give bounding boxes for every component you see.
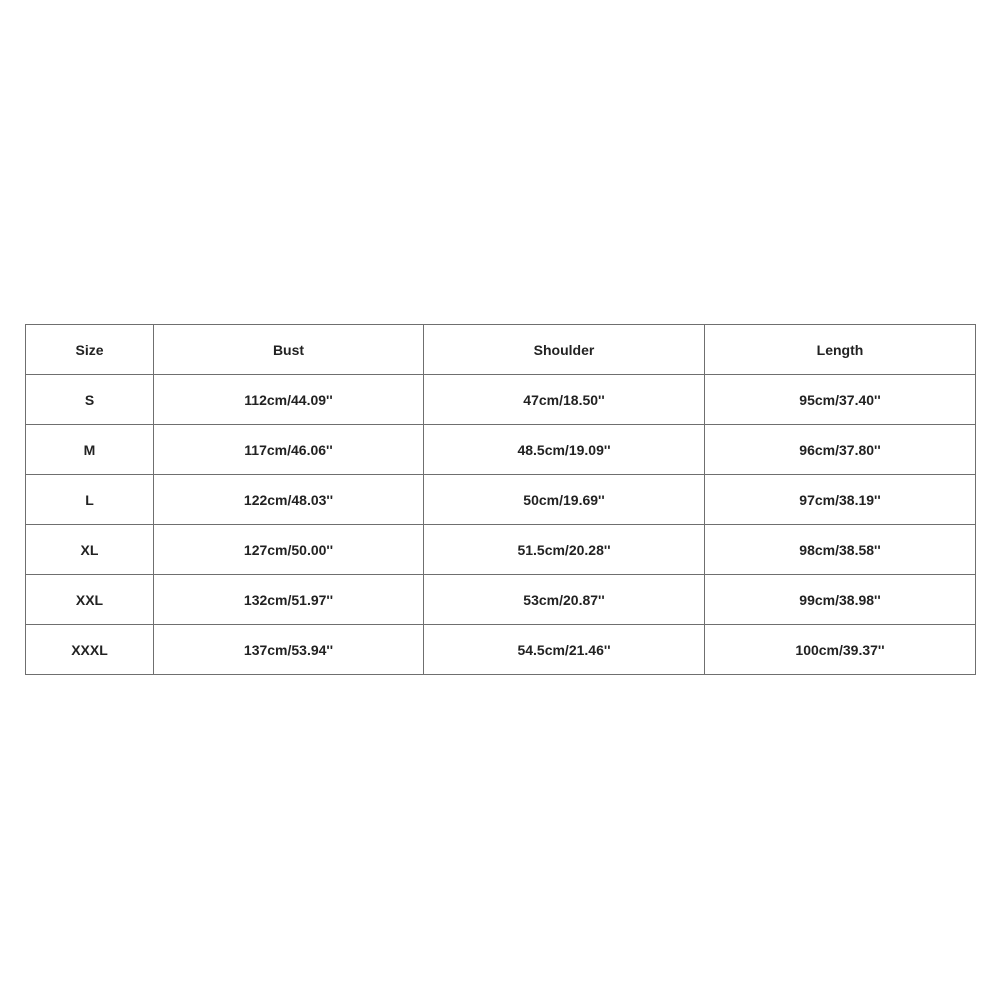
shoulder-cell: 53cm/20.87'' bbox=[424, 575, 705, 625]
table-row bbox=[26, 475, 976, 525]
size-cell: S bbox=[26, 375, 154, 425]
length-cell: 99cm/38.98'' bbox=[705, 575, 976, 625]
length-cell: 100cm/39.37'' bbox=[705, 625, 976, 675]
shoulder-cell: 51.5cm/20.28'' bbox=[424, 525, 705, 575]
bust-cell: 122cm/48.03'' bbox=[154, 475, 424, 525]
size-cell: XXL bbox=[26, 575, 154, 625]
bust-cell: 127cm/50.00'' bbox=[154, 525, 424, 575]
size-cell: XL bbox=[26, 525, 154, 575]
shoulder-cell: 54.5cm/21.46'' bbox=[424, 625, 705, 675]
size-chart-table bbox=[25, 324, 976, 675]
length-cell: 96cm/37.80'' bbox=[705, 425, 976, 475]
table-row bbox=[26, 525, 976, 575]
header-length: Length bbox=[705, 325, 976, 375]
bust-cell: 112cm/44.09'' bbox=[154, 375, 424, 425]
table-row bbox=[26, 425, 976, 475]
length-cell: 97cm/38.19'' bbox=[705, 475, 976, 525]
bust-cell: 137cm/53.94'' bbox=[154, 625, 424, 675]
header-shoulder: Shoulder bbox=[424, 325, 705, 375]
shoulder-cell: 48.5cm/19.09'' bbox=[424, 425, 705, 475]
size-cell: XXXL bbox=[26, 625, 154, 675]
header-size: Size bbox=[26, 325, 154, 375]
bust-cell: 132cm/51.97'' bbox=[154, 575, 424, 625]
table-header-row bbox=[26, 325, 976, 375]
length-cell: 95cm/37.40'' bbox=[705, 375, 976, 425]
shoulder-cell: 50cm/19.69'' bbox=[424, 475, 705, 525]
header-bust: Bust bbox=[154, 325, 424, 375]
table-row bbox=[26, 625, 976, 675]
table-row bbox=[26, 375, 976, 425]
shoulder-cell: 47cm/18.50'' bbox=[424, 375, 705, 425]
size-cell: M bbox=[26, 425, 154, 475]
size-cell: L bbox=[26, 475, 154, 525]
length-cell: 98cm/38.58'' bbox=[705, 525, 976, 575]
table-row bbox=[26, 575, 976, 625]
bust-cell: 117cm/46.06'' bbox=[154, 425, 424, 475]
